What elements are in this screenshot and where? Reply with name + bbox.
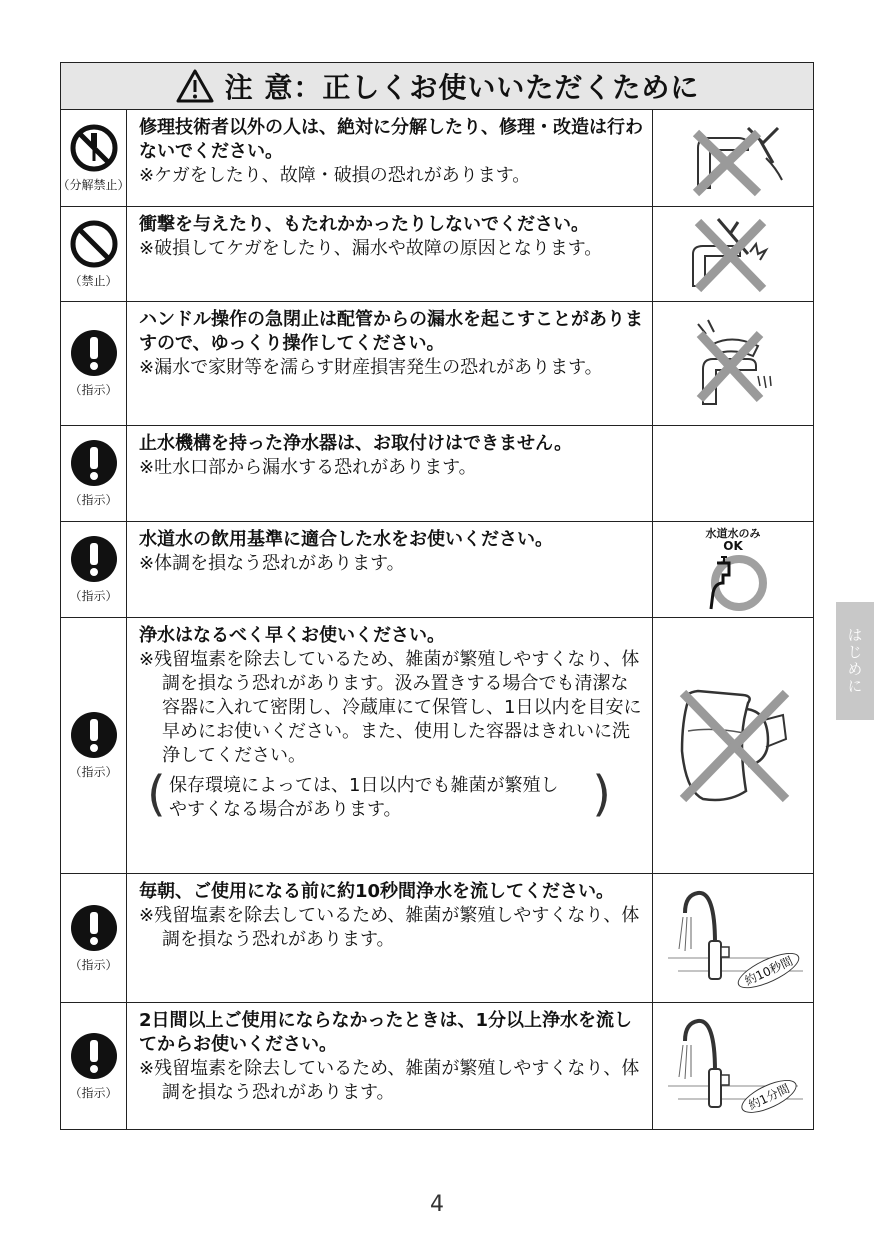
- section-tab: はじめに: [836, 602, 874, 720]
- faucet-impact-prohibited-icon: [678, 214, 788, 294]
- page-number: 4: [430, 1192, 444, 1217]
- caution-heading: 毎朝、ご使用になる前に約10秒間浄水を流してください。: [139, 881, 615, 902]
- symbol-label: （指示）: [69, 493, 118, 507]
- symbol-label: （指示）: [69, 765, 118, 779]
- text-cell: [127, 302, 653, 425]
- caution-row: [61, 618, 813, 874]
- faucet-flow-icon: [663, 1011, 803, 1121]
- text-cell: [127, 522, 653, 617]
- pitcher-prohibited-icon: [668, 681, 798, 811]
- caution-row: [61, 207, 813, 302]
- symbol-cell: [61, 1003, 127, 1129]
- caution-heading: 衝撃を与えたり、もたれかかったりしないでください。: [139, 214, 589, 235]
- caution-heading: 2日間以上ご使用にならなかったときは、1分以上浄水を流してからお使いください。: [139, 1010, 633, 1055]
- caution-note: ※体調を損なう恐れがあります。: [139, 553, 405, 574]
- symbol-cell: [61, 522, 127, 617]
- mandatory-instruction-icon: [70, 329, 118, 377]
- caution-note: ※破損してケガをしたり、漏水や故障の原因となります。: [139, 238, 603, 259]
- caution-header: [61, 63, 813, 110]
- symbol-label: （指示）: [69, 1085, 118, 1100]
- caution-row: [57, 110, 813, 207]
- caution-note: ※ケガをしたり、故障・破損の恐れがあります。: [139, 165, 531, 186]
- faucet-flow-icon: [663, 883, 803, 993]
- mandatory-instruction-icon: [70, 1032, 118, 1080]
- illustration-cell: [653, 618, 813, 873]
- caution-note: ※漏水で家財等を濡らす財産損害発生の恐れがあります。: [139, 357, 603, 378]
- warning-triangle-icon: [175, 68, 215, 104]
- illustration-cell: [653, 110, 813, 206]
- text-cell: [127, 1003, 653, 1129]
- illustration-cell: [653, 874, 813, 1002]
- prohibited-icon: [70, 220, 118, 268]
- caution-row: [61, 1003, 813, 1129]
- mandatory-instruction-icon: [70, 535, 118, 583]
- duration-badge: 約10秒間: [733, 946, 804, 995]
- illustration-cell: [653, 207, 813, 301]
- symbol-cell: [61, 618, 127, 873]
- symbol-label: （指示）: [69, 589, 118, 603]
- caution-heading: 修理技術者以外の人は、絶対に分解したり、修理・改造は行わないでください。: [139, 117, 643, 162]
- caution-note: ※残留塩素を除去しているため、雑菌が繁殖しやすくなり、体調を損なう恐れがあります。汲み置きする場合でも清潔な容器に入れて密閉し、冷蔵庫にて保管し、1日以内を目安に早めにお使いください。また、使用した容器はきれいに洗浄してください。: [139, 649, 642, 766]
- caution-heading: 浄水はなるべく早くお使いください。: [139, 625, 445, 646]
- symbol-cell: [61, 426, 127, 521]
- tap-water-only-label: 水道水のみ: [705, 526, 761, 540]
- caution-table: [57, 62, 814, 1130]
- caution-heading: 止水機構を持った浄水器は、お取付けはできません。: [139, 433, 573, 454]
- illustration-cell: [653, 522, 813, 617]
- caution-row: [61, 522, 813, 618]
- mandatory-instruction-icon: [70, 904, 118, 952]
- duration-badge: 約1分間: [737, 1073, 801, 1119]
- faucet-wrench-prohibited-icon: [678, 118, 788, 198]
- caution-row: [61, 302, 813, 426]
- caution-note: ※残留塩素を除去しているため、雑菌が繁殖しやすくなり、体調を損なう恐れがあります。: [139, 905, 640, 950]
- caution-heading: 水道水の飲用基準に適合した水をお使いください。: [139, 529, 553, 550]
- symbol-cell: [61, 302, 127, 425]
- illustration-cell: [653, 302, 813, 425]
- no-disassembly-icon: [70, 124, 118, 172]
- symbol-label: （指示）: [69, 957, 118, 972]
- caution-row: [61, 874, 813, 1003]
- illustration-cell: [653, 1003, 813, 1129]
- text-cell: [127, 426, 653, 521]
- text-cell: [127, 618, 653, 873]
- symbol-label: （禁止）: [69, 273, 118, 288]
- symbol-cell: [57, 110, 130, 206]
- symbol-label: （指示）: [69, 383, 118, 397]
- tap-water-ok-icon: [695, 553, 771, 613]
- text-cell: [127, 207, 653, 301]
- symbol-label: （分解禁止）: [57, 177, 130, 192]
- caution-title: 注 意：正しくお使いいただくために: [224, 71, 700, 104]
- parenthetical-note: ( 保存環境によっては、1日以内でも雑菌が繁殖しやすくなる場合があります。 ): [153, 772, 585, 824]
- caution-heading: ハンドル操作の急閉止は配管からの漏水を起こすことがありますので、ゆっくり操作してください。: [139, 309, 643, 354]
- symbol-cell: [61, 207, 127, 301]
- mandatory-instruction-icon: [70, 711, 118, 759]
- caution-note: ※残留塩素を除去しているため、雑菌が繁殖しやすくなり、体調を損なう恐れがあります。: [139, 1058, 640, 1103]
- caution-row: [61, 426, 813, 522]
- text-cell: [127, 110, 653, 206]
- text-cell: [127, 874, 653, 1002]
- caution-note: ※吐水口部から漏水する恐れがあります。: [139, 457, 477, 478]
- ok-label: OK: [723, 538, 743, 553]
- mandatory-instruction-icon: [70, 439, 118, 487]
- faucet-handle-prohibited-icon: [678, 314, 788, 414]
- symbol-cell: [61, 874, 127, 1002]
- illustration-cell: [653, 426, 813, 521]
